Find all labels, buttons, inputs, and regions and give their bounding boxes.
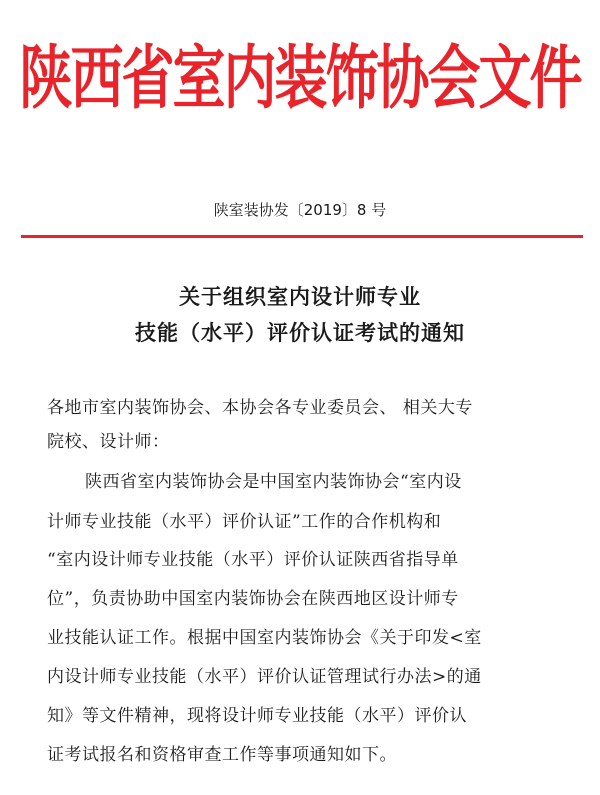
paragraph-line: 位”，负责协助中国室内装饰协会在陕西地区设计师专 (47, 589, 459, 609)
paragraph-line: 知》等文件精神，现将设计师专业技能（水平）评价认 (47, 706, 467, 726)
document-masthead: 陕西省室内装饰协会文件 (19, 39, 581, 119)
document-number: 陕室装协发〔2019〕8 号 (213, 201, 387, 219)
salutation-line: 院校、设计师： (47, 432, 170, 452)
red-divider-line (21, 235, 583, 238)
salutation-line: 各地市室内装饰协会、本协会各专业委员会、 相关大专 (47, 398, 473, 418)
paragraph-line: 陕西省室内装饰协会是中国室内装饰协会“室内设 (85, 472, 462, 492)
paragraph-line: 证考试报名和资格审查工作等事项通知如下。 (47, 745, 397, 765)
document-title-line-1: 关于组织室内设计师专业 (179, 285, 421, 309)
paragraph-line: 计师专业技能（水平）评价认证”工作的合作机构和 (47, 512, 442, 532)
paragraph-line: “室内设计师专业技能（水平）评价认证陕西省指导单 (47, 550, 459, 570)
paragraph-line: 业技能认证工作。根据中国室内装饰协会《关于印发<室 (47, 628, 482, 648)
paragraph-line: 内设计师专业技能（水平）评价认证管理试行办法>的通 (47, 667, 482, 687)
document-title-line-2: 技能（水平）评价认证考试的通知 (135, 321, 465, 345)
